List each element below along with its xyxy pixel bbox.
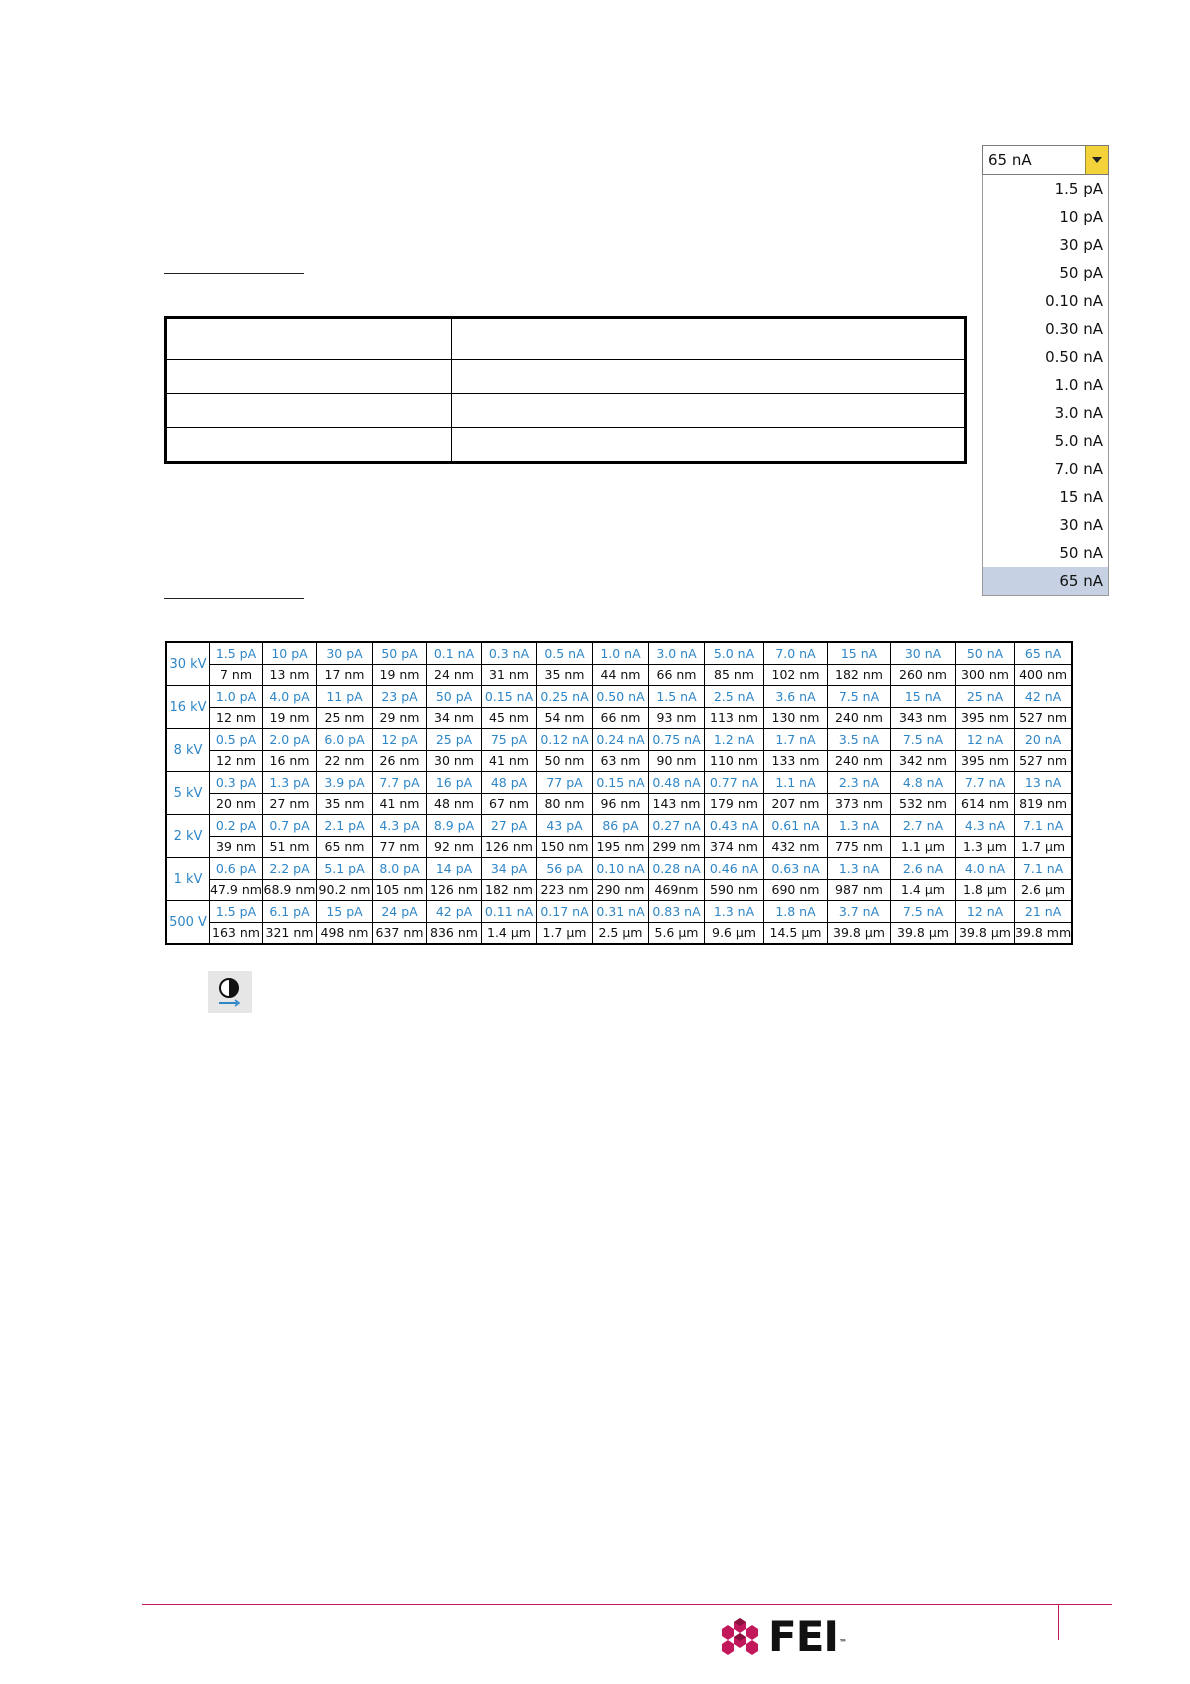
beam-current-cell: 4.8 nA [891,772,956,794]
resolution-cell: 260 nm [891,664,956,686]
resolution-cell: 90 nm [649,750,705,772]
beam-current-cell: 12 nA [956,729,1015,751]
beam-current-cell: 48 pA [482,772,537,794]
beam-current-cell: 10 pA [263,642,317,664]
resolution-cell: 1.4 µm [482,922,537,944]
resolution-cell: 65 nm [317,836,373,858]
beam-current-cell: 0.31 nA [593,901,649,923]
beam-current-cell: 50 pA [427,686,482,708]
resolution-cell: 7 nm [210,664,263,686]
resolution-cell: 207 nm [764,793,828,815]
resolution-cell: 342 nm [891,750,956,772]
beam-current-cell: 34 pA [482,858,537,880]
resolution-cell: 432 nm [764,836,828,858]
beam-current-cell: 27 pA [482,815,537,837]
resolution-cell: 130 nm [764,707,828,729]
resolution-cell: 300 nm [956,664,1015,686]
beam-current-cell: 16 pA [427,772,482,794]
beam-current-cell: 7.5 nA [891,901,956,923]
resolution-cell: 590 nm [705,879,764,901]
resolution-cell: 614 nm [956,793,1015,815]
beam-current-cell: 0.50 nA [593,686,649,708]
resolution-cell: 2.5 µm [593,922,649,944]
beam-current-cell: 0.3 nA [482,642,537,664]
resolution-cell: 373 nm [828,793,891,815]
dropdown-option[interactable]: 0.50 nA [1045,348,1103,366]
resolution-cell: 16 nm [263,750,317,772]
beam-current-cell: 1.5 pA [210,642,263,664]
resolution-cell: 223 nm [537,879,593,901]
beam-current-cell: 0.3 pA [210,772,263,794]
resolution-cell: 182 nm [828,664,891,686]
chevron-down-icon [1092,157,1102,163]
beam-current-cell: 12 nA [956,901,1015,923]
voltage-label: 1 kV [166,858,210,901]
resolution-cell: 26 nm [373,750,427,772]
resolution-cell: 19 nm [263,707,317,729]
resolution-cell: 39.8 µm [828,922,891,944]
resolution-cell: 68.9 nm [263,879,317,901]
voltage-label: 500 V [166,901,210,945]
beam-current-cell: 0.63 nA [764,858,828,880]
beam-current-cell: 7.7 pA [373,772,427,794]
resolution-cell: 24 nm [427,664,482,686]
resolution-cell: 819 nm [1015,793,1073,815]
resolution-cell: 13 nm [263,664,317,686]
resolution-cell: 637 nm [373,922,427,944]
resolution-cell: 469nm [649,879,705,901]
beam-current-cell: 0.10 nA [593,858,649,880]
dropdown-option[interactable]: 10 pA [1059,208,1103,226]
beam-current-cell: 77 pA [537,772,593,794]
table-row [166,318,966,360]
table-row [166,394,966,428]
table-row [166,729,1072,751]
beam-current-cell: 1.3 nA [705,901,764,923]
table-row [166,360,966,394]
resolution-cell: 9.6 µm [705,922,764,944]
table-row [166,707,1072,729]
resolution-cell: 532 nm [891,793,956,815]
logo-text: FEI™ [768,1612,847,1661]
resolution-cell: 690 nm [764,879,828,901]
resolution-cell: 14.5 µm [764,922,828,944]
resolution-cell: 240 nm [828,707,891,729]
beam-current-cell: 25 pA [427,729,482,751]
resolution-cell: 92 nm [427,836,482,858]
resolution-cell: 179 nm [705,793,764,815]
beam-current-cell: 7.5 nA [891,729,956,751]
dropdown-option[interactable]: 0.30 nA [1045,320,1103,338]
resolution-cell: 39.8 µm [956,922,1015,944]
beam-current-cell: 1.3 nA [828,815,891,837]
beam-current-cell: 11 pA [317,686,373,708]
fei-logo [718,1612,847,1661]
beam-current-cell: 0.28 nA [649,858,705,880]
resolution-cell: 126 nm [427,879,482,901]
dropdown-option[interactable]: 3.0 nA [1054,404,1103,422]
beam-current-cell: 43 pA [537,815,593,837]
resolution-cell: 45 nm [482,707,537,729]
beam-current-cell: 50 nA [956,642,1015,664]
beam-current-cell: 15 nA [828,642,891,664]
beam-current-cell: 0.6 pA [210,858,263,880]
resolution-cell: 240 nm [828,750,891,772]
beam-current-cell: 5.0 nA [705,642,764,664]
beam-current-cell: 15 nA [891,686,956,708]
beam-current-resolution-table [165,641,1073,945]
beam-current-cell: 15 pA [317,901,373,923]
voltage-label: 2 kV [166,815,210,858]
resolution-cell: 836 nm [427,922,482,944]
beam-current-cell: 7.0 nA [764,642,828,664]
resolution-cell: 110 nm [705,750,764,772]
beam-current-cell: 20 nA [1015,729,1073,751]
dropdown-option[interactable]: 30 pA [1059,236,1103,254]
resolution-cell: 67 nm [482,793,537,815]
beam-current-cell: 2.1 pA [317,815,373,837]
resolution-cell: 775 nm [828,836,891,858]
resolution-cell: 47.9 nm [210,879,263,901]
voltage-label: 5 kV [166,772,210,815]
dropdown-option[interactable]: 0.10 nA [1045,292,1103,310]
resolution-cell: 12 nm [210,707,263,729]
footer-divider-tick [1058,1604,1059,1640]
resolution-cell: 400 nm [1015,664,1073,686]
beam-current-cell: 1.0 pA [210,686,263,708]
beam-current-cell: 0.75 nA [649,729,705,751]
dropdown-toggle-button[interactable] [1085,146,1108,174]
beam-current-cell: 56 pA [537,858,593,880]
beam-current-cell: 4.0 nA [956,858,1015,880]
dropdown-option[interactable]: 65 nA [983,567,1108,595]
table-row [166,901,1072,923]
resolution-cell: 93 nm [649,707,705,729]
beam-current-cell: 0.83 nA [649,901,705,923]
beam-current-cell: 3.7 nA [828,901,891,923]
footer-divider [142,1604,1112,1605]
table-row [166,772,1072,794]
beam-current-cell: 8.9 pA [427,815,482,837]
table-row [166,793,1072,815]
beam-current-cell: 7.1 nA [1015,858,1073,880]
beam-current-cell: 4.3 nA [956,815,1015,837]
beam-current-cell: 30 pA [317,642,373,664]
resolution-cell: 290 nm [593,879,649,901]
beam-current-cell: 2.7 nA [891,815,956,837]
table-row [166,750,1072,772]
table-row [166,922,1072,944]
resolution-cell: 12 nm [210,750,263,772]
resolution-cell: 22 nm [317,750,373,772]
resolution-cell: 66 nm [649,664,705,686]
table-row [166,815,1072,837]
resolution-cell: 498 nm [317,922,373,944]
beam-current-cell: 0.17 nA [537,901,593,923]
beam-current-cell: 1.1 nA [764,772,828,794]
resolution-cell: 195 nm [593,836,649,858]
beam-current-cell: 1.7 nA [764,729,828,751]
beam-current-cell: 42 nA [1015,686,1073,708]
beam-current-cell: 0.1 nA [427,642,482,664]
beam-current-cell: 2.3 nA [828,772,891,794]
resolution-cell: 27 nm [263,793,317,815]
beam-current-cell: 1.8 nA [764,901,828,923]
beam-current-cell: 2.6 nA [891,858,956,880]
resolution-cell: 25 nm [317,707,373,729]
blank-table [164,316,967,464]
resolution-cell: 35 nm [537,664,593,686]
resolution-cell: 48 nm [427,793,482,815]
beam-current-cell: 7.7 nA [956,772,1015,794]
beam-current-cell: 0.61 nA [764,815,828,837]
beam-current-cell: 0.15 nA [482,686,537,708]
contrast-button[interactable] [208,971,252,1013]
beam-current-cell: 0.24 nA [593,729,649,751]
beam-current-cell: 1.0 nA [593,642,649,664]
table-row [166,686,1072,708]
resolution-cell: 96 nm [593,793,649,815]
resolution-cell: 182 nm [482,879,537,901]
resolution-cell: 527 nm [1015,750,1073,772]
resolution-cell: 5.6 µm [649,922,705,944]
beam-current-cell: 7.1 nA [1015,815,1073,837]
resolution-cell: 1.7 µm [537,922,593,944]
beam-current-cell: 1.5 pA [210,901,263,923]
beam-current-value: 65 nA [988,151,1032,169]
resolution-cell: 1.1 µm [891,836,956,858]
resolution-cell: 39.8 mm [1015,922,1073,944]
table-row [166,836,1072,858]
beam-current-cell: 3.6 nA [764,686,828,708]
beam-current-cell: 23 pA [373,686,427,708]
voltage-label: 8 kV [166,729,210,772]
beam-current-cell: 3.5 nA [828,729,891,751]
beam-current-dropdown[interactable] [982,145,1109,596]
resolution-cell: 34 nm [427,707,482,729]
table-row [166,428,966,463]
beam-current-cell: 75 pA [482,729,537,751]
beam-current-cell: 6.1 pA [263,901,317,923]
beam-current-cell: 65 nA [1015,642,1073,664]
beam-current-cell: 1.5 nA [649,686,705,708]
beam-current-cell: 1.2 nA [705,729,764,751]
beam-current-cell: 2.2 pA [263,858,317,880]
dropdown-option[interactable]: 15 nA [1059,488,1103,506]
resolution-cell: 30 nm [427,750,482,772]
beam-current-cell: 0.27 nA [649,815,705,837]
beam-current-cell: 8.0 pA [373,858,427,880]
resolution-cell: 374 nm [705,836,764,858]
resolution-cell: 77 nm [373,836,427,858]
beam-current-cell: 0.2 pA [210,815,263,837]
section-heading-rule-1 [164,273,304,274]
resolution-cell: 1.3 µm [956,836,1015,858]
resolution-cell: 105 nm [373,879,427,901]
resolution-cell: 51 nm [263,836,317,858]
resolution-cell: 54 nm [537,707,593,729]
beam-current-options-list [982,175,1109,596]
resolution-cell: 85 nm [705,664,764,686]
resolution-cell: 29 nm [373,707,427,729]
beam-current-cell: 4.0 pA [263,686,317,708]
beam-current-cell: 0.15 nA [593,772,649,794]
beam-current-cell: 30 nA [891,642,956,664]
fei-logo-mark-icon [718,1616,762,1658]
resolution-cell: 113 nm [705,707,764,729]
beam-current-cell: 0.12 nA [537,729,593,751]
beam-current-cell: 25 nA [956,686,1015,708]
beam-current-cell: 0.43 nA [705,815,764,837]
beam-current-cell: 1.3 pA [263,772,317,794]
beam-current-cell: 0.5 nA [537,642,593,664]
resolution-cell: 2.6 µm [1015,879,1073,901]
resolution-cell: 133 nm [764,750,828,772]
resolution-cell: 63 nm [593,750,649,772]
dropdown-option[interactable]: 30 nA [1059,516,1103,534]
resolution-cell: 987 nm [828,879,891,901]
beam-current-cell: 5.1 pA [317,858,373,880]
resolution-cell: 150 nm [537,836,593,858]
resolution-cell: 143 nm [649,793,705,815]
beam-current-cell: 1.3 nA [828,858,891,880]
voltage-label: 16 kV [166,686,210,729]
dropdown-option[interactable]: 1.0 nA [1054,376,1103,394]
beam-current-cell: 24 pA [373,901,427,923]
resolution-cell: 1.4 µm [891,879,956,901]
beam-current-cell: 0.48 nA [649,772,705,794]
table-row [166,879,1072,901]
table-row [166,642,1072,664]
resolution-cell: 31 nm [482,664,537,686]
resolution-cell: 527 nm [1015,707,1073,729]
resolution-cell: 126 nm [482,836,537,858]
table-row [166,858,1072,880]
beam-current-cell: 0.5 pA [210,729,263,751]
beam-current-cell: 12 pA [373,729,427,751]
resolution-cell: 44 nm [593,664,649,686]
beam-current-cell: 0.25 nA [537,686,593,708]
beam-current-cell: 7.5 nA [828,686,891,708]
beam-current-cell: 0.77 nA [705,772,764,794]
beam-current-cell: 42 pA [427,901,482,923]
resolution-cell: 41 nm [373,793,427,815]
beam-current-cell: 14 pA [427,858,482,880]
resolution-cell: 66 nm [593,707,649,729]
resolution-cell: 39 nm [210,836,263,858]
resolution-cell: 1.7 µm [1015,836,1073,858]
resolution-cell: 20 nm [210,793,263,815]
resolution-cell: 321 nm [263,922,317,944]
beam-current-cell: 0.46 nA [705,858,764,880]
resolution-cell: 90.2 nm [317,879,373,901]
resolution-cell: 39.8 µm [891,922,956,944]
beam-current-cell: 86 pA [593,815,649,837]
resolution-cell: 299 nm [649,836,705,858]
dropdown-option[interactable]: 50 pA [1059,264,1103,282]
resolution-cell: 163 nm [210,922,263,944]
beam-current-cell: 6.0 pA [317,729,373,751]
beam-current-cell: 2.0 pA [263,729,317,751]
beam-current-cell: 0.11 nA [482,901,537,923]
beam-current-cell: 3.9 pA [317,772,373,794]
beam-current-select[interactable] [982,145,1109,175]
resolution-cell: 41 nm [482,750,537,772]
beam-current-cell: 21 nA [1015,901,1073,923]
voltage-label: 30 kV [166,642,210,686]
resolution-cell: 35 nm [317,793,373,815]
dropdown-option[interactable]: 7.0 nA [1054,460,1103,478]
beam-current-cell: 2.5 nA [705,686,764,708]
beam-current-cell: 3.0 nA [649,642,705,664]
table-row [166,664,1072,686]
resolution-cell: 1.8 µm [956,879,1015,901]
beam-current-cell: 0.7 pA [263,815,317,837]
resolution-cell: 19 nm [373,664,427,686]
resolution-cell: 395 nm [956,707,1015,729]
dropdown-option[interactable]: 5.0 nA [1054,432,1103,450]
resolution-cell: 80 nm [537,793,593,815]
resolution-cell: 50 nm [537,750,593,772]
resolution-cell: 343 nm [891,707,956,729]
dropdown-option[interactable]: 1.5 pA [1054,180,1103,198]
resolution-cell: 17 nm [317,664,373,686]
beam-current-cell: 50 pA [373,642,427,664]
resolution-cell: 395 nm [956,750,1015,772]
resolution-cell: 102 nm [764,664,828,686]
beam-current-cell: 13 nA [1015,772,1073,794]
contrast-icon [215,976,245,1008]
beam-current-cell: 4.3 pA [373,815,427,837]
dropdown-option[interactable]: 50 nA [1059,544,1103,562]
section-heading-rule-2 [164,598,304,599]
